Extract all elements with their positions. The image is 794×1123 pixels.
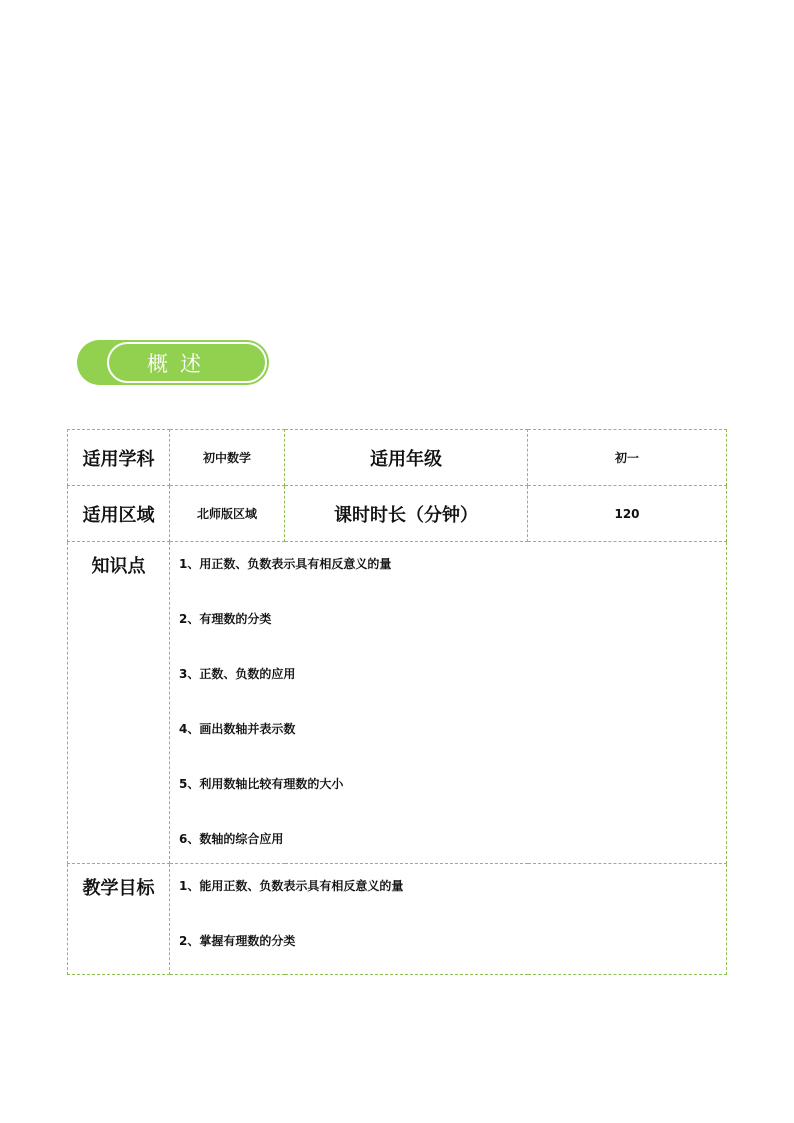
knowledge-list [170, 542, 727, 864]
duration-label: 课时时长（分钟） [285, 486, 528, 542]
table-row-knowledge [68, 542, 727, 864]
list-item: 3、正数、负数的应用 [179, 667, 296, 681]
goals-list [170, 864, 727, 975]
list-item: 1、能用正数、负数表示具有相反意义的量 [179, 879, 404, 893]
section-header-label-box [107, 342, 267, 383]
grade-value: 初一 [528, 430, 727, 486]
duration-value: 120 [528, 486, 727, 542]
section-title: 概述 [147, 351, 213, 376]
goals-label: 教学目标 [68, 864, 170, 975]
list-item: 1、用正数、负数表示具有相反意义的量 [179, 557, 392, 571]
list-item: 4、画出数轴并表示数 [179, 722, 296, 736]
table-row-region [68, 486, 727, 542]
list-item: 5、利用数轴比较有理数的大小 [179, 777, 344, 791]
table-row-subject [68, 430, 727, 486]
grade-label: 适用年级 [285, 430, 528, 486]
region-label: 适用区域 [68, 486, 170, 542]
subject-label: 适用学科 [68, 430, 170, 486]
knowledge-label: 知识点 [68, 542, 170, 864]
subject-value: 初中数学 [170, 430, 285, 486]
overview-table [67, 429, 727, 975]
list-item: 6、数轴的综合应用 [179, 832, 284, 846]
list-item: 2、掌握有理数的分类 [179, 934, 296, 948]
table-row-goals [68, 864, 727, 975]
list-item: 2、有理数的分类 [179, 612, 272, 626]
region-value: 北师版区域 [170, 486, 285, 542]
